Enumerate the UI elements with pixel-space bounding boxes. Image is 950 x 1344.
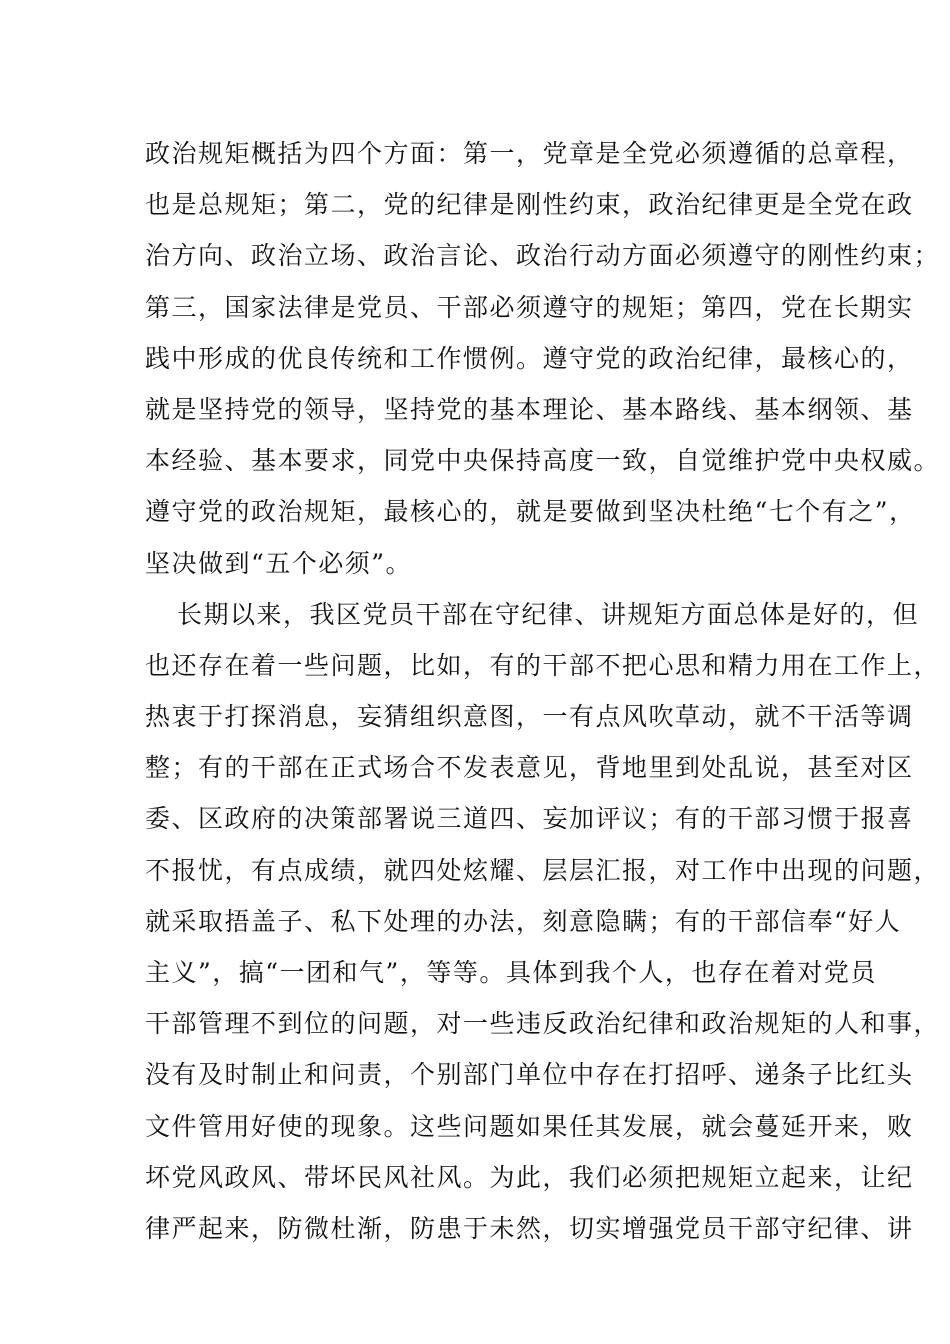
document-body [145,128,941,1254]
text-line: 坏党风政风、带坏民风社风。为此，我们必须把规矩立起来，让纪 [145,1162,914,1192]
text-line: 践中形成的优良传统和工作惯例。遵守党的政治纪律，最核心的， [145,343,914,373]
text-line: 干部管理不到位的问题，对一些违反政治纪律和政治规矩的人和事， [145,1009,941,1039]
text-line: 本经验、基本要求，同党中央保持高度一致，自觉维护党中央权威。 [145,446,941,476]
paragraph-1 [145,128,941,589]
text-line: 第三，国家法律是党员、干部必须遵守的规矩；第四，党在长期实 [145,292,914,322]
text-line: 坚决做到“五个必须”。 [145,548,413,578]
paragraph-2 [145,589,941,1254]
text-line: 不报忧，有点成绩，就四处炫耀、层层汇报，对工作中出现的问题， [145,855,941,885]
text-line: 没有及时制止和问责，个别部门单位中存在打招呼、递条子比红头 [145,1060,914,1090]
text-line: 整；有的干部在正式场合不发表意见，背地里到处乱说，甚至对区 [145,753,914,783]
text-line: 政治规矩概括为四个方面：第一，党章是全党必须遵循的总章程， [145,139,914,168]
text-line: 治方向、政治立场、政治言论、政治行动方面必须遵守的刚性约束； [145,241,941,271]
text-line: 文件管用好使的现象。这些问题如果任其发展，就会蔓延开来，败 [145,1111,914,1141]
text-line: 遵守党的政治规矩，最核心的，就是要做到坚决杜绝“七个有之”， [145,497,916,527]
text-line: 主义”，搞“一团和气”，等等。具体到我个人，也存在着对党员 [145,958,877,987]
text-line: 委、区政府的决策部署说三道四、妄加评议；有的干部习惯于报喜 [145,804,914,834]
text-line: 长期以来，我区党员干部在守纪律、讲规矩方面总体是好的，但 [177,599,920,629]
text-line: 就是坚持党的领导，坚持党的基本理论、基本路线、基本纲领、基 [145,394,914,424]
text-line: 就采取捂盖子、私下处理的办法，刻意隐瞒；有的干部信奉“好人 [145,906,902,936]
text-line: 律严起来，防微杜渐，防患于未然，切实增强党员干部守纪律、讲 [145,1213,914,1243]
text-line: 也是总规矩；第二，党的纪律是刚性约束，政治纪律更是全党在政 [145,190,914,220]
text-line: 热衷于打探消息，妄猜组织意图，一有点风吹草动，就不干活等调 [145,702,914,732]
text-line: 也还存在着一些问题，比如，有的干部不把心思和精力用在工作上， [145,650,941,680]
